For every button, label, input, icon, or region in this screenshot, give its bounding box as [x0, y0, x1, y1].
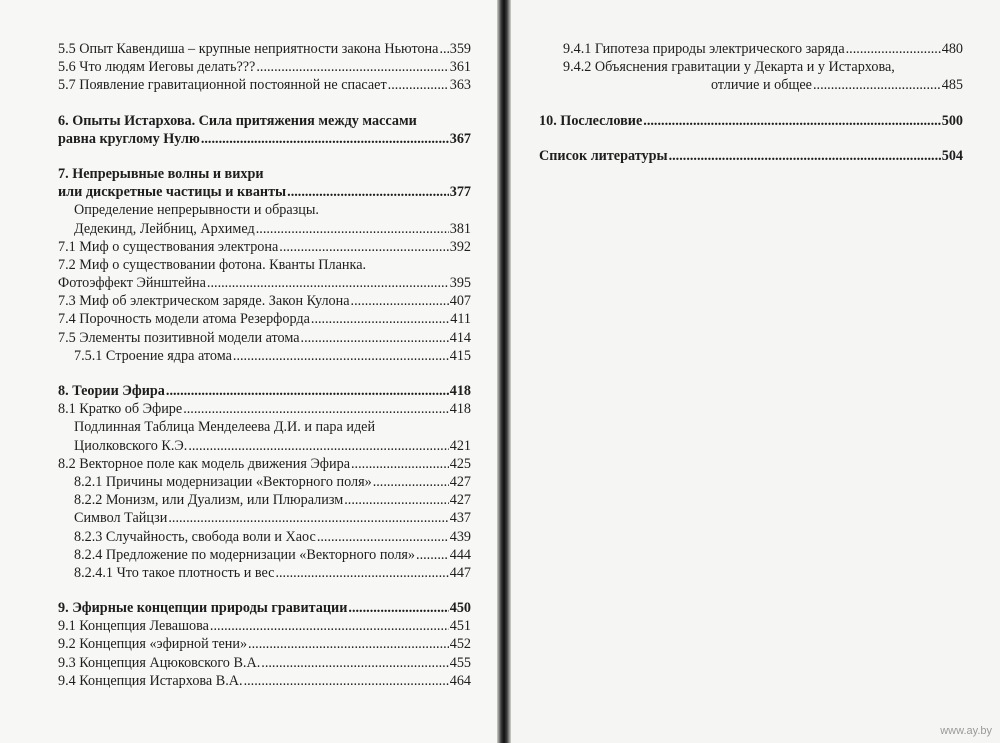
section-spacer: [58, 148, 471, 165]
toc-entry-text: Определение непрерывности и образцы.: [74, 202, 319, 219]
toc-entry: [58, 491, 471, 509]
watermark: www.ay.by: [940, 725, 992, 737]
toc-page-number: 414: [449, 329, 471, 346]
toc-entry: [58, 382, 471, 400]
toc-entry-title: 8.2.1 Причины модернизации «Векторного поля»: [74, 473, 372, 490]
toc-entry: [58, 58, 471, 76]
toc-page-number: 451: [449, 618, 471, 635]
toc-page-number: 363: [449, 77, 471, 94]
toc-page-number: 418: [449, 401, 471, 418]
toc-entry-title: 9.4 Концепция Истархова В.А.: [58, 672, 243, 689]
toc-entry: [58, 546, 471, 564]
toc-page-number: 447: [449, 564, 471, 581]
toc-entry-title: Дедекинд, Лейбниц, Архимед: [74, 220, 255, 237]
toc-page-number: 407: [449, 293, 471, 310]
dot-leader: [166, 382, 449, 400]
toc-page-number: 381: [449, 220, 471, 237]
toc-page-number: 395: [449, 275, 471, 292]
dot-leader: [813, 76, 941, 94]
dot-leader: [248, 635, 449, 653]
dot-leader: [207, 274, 449, 292]
toc-entry-title: или дискретные частицы и кванты: [58, 184, 287, 201]
section-spacer: [58, 365, 471, 382]
dot-leader: [348, 599, 448, 617]
toc-entry-title: 8.2 Векторное поле как модель движения Эфира: [58, 455, 350, 472]
toc-entry-text: 7. Непрерывные волны и вихри: [58, 165, 264, 182]
toc-entry-text: Подлинная Таблица Менделеева Д.И. и пара идей: [74, 419, 376, 436]
toc-entry-title: 7.5 Элементы позитивной модели атома: [58, 329, 300, 346]
toc-page-number: 450: [449, 600, 471, 617]
toc-page-number: 485: [941, 77, 963, 94]
toc-page-number: 464: [449, 672, 471, 689]
toc-entry: [58, 183, 471, 201]
toc-entry: [58, 310, 471, 328]
toc-entry: [58, 455, 471, 473]
toc-entry: [58, 672, 471, 690]
dot-leader: [201, 130, 449, 148]
dot-leader: [669, 147, 941, 165]
toc-entry-title: 8.1 Кратко об Эфире: [58, 401, 183, 418]
toc-entry: [58, 473, 471, 491]
toc-entry-text: 9.4.2 Объяснения гравитации у Декарта и у Истархова,: [563, 59, 895, 76]
dot-leader: [168, 509, 448, 527]
toc-entry: [539, 147, 963, 165]
toc-page-number: 421: [449, 437, 471, 454]
dot-leader: [439, 40, 448, 58]
toc-entry: [58, 528, 471, 546]
toc-entry: [58, 617, 471, 635]
toc-entry-title: 10. Послесловие: [539, 112, 643, 129]
dot-leader: [317, 528, 449, 546]
toc-entry: [58, 400, 471, 418]
toc-page-number: 418: [449, 383, 471, 399]
toc-entry: [539, 76, 963, 94]
dot-leader: [643, 112, 940, 130]
dot-leader: [279, 238, 448, 256]
toc-entry: [58, 347, 471, 365]
toc-entry: [58, 40, 471, 58]
section-spacer: [58, 95, 471, 112]
dot-leader: [183, 400, 449, 418]
dot-leader: [256, 58, 448, 76]
toc-entry: [58, 76, 471, 94]
toc-page-number: 427: [449, 492, 471, 509]
dot-leader: [244, 672, 449, 690]
toc-entry: [58, 329, 471, 347]
toc-page-number: 452: [449, 636, 471, 653]
section-spacer: [58, 582, 471, 599]
toc-page-number: 504: [941, 147, 963, 164]
toc-entry: [58, 509, 471, 527]
toc-page-number: 367: [449, 130, 471, 147]
toc-entry-title: Список литературы: [539, 147, 668, 164]
toc-page-number: 439: [449, 528, 471, 545]
dot-leader: [256, 220, 449, 238]
toc-entry-title: 8. Теории Эфира: [58, 383, 165, 399]
toc-page-number: 425: [449, 455, 471, 472]
toc-page-number: 361: [449, 59, 471, 76]
toc-page-number: 500: [941, 112, 963, 129]
toc-entry: [58, 599, 471, 617]
dot-leader: [301, 329, 449, 347]
toc-entry-title: 9. Эфирные концепции природы гравитации: [58, 600, 348, 617]
dot-leader: [261, 654, 448, 672]
toc-entry-title: Фотоэффект Эйнштейна: [58, 275, 206, 292]
dot-leader: [344, 491, 449, 509]
toc-entry: [58, 437, 471, 455]
toc-entry: [539, 40, 963, 58]
toc-entry-title: 8.2.3 Случайность, свобода воли и Хаос: [74, 528, 316, 545]
toc-entry-title: 5.5 Опыт Кавендиша – крупные неприятности закона Ньютона: [58, 41, 439, 57]
toc-page-number: 455: [449, 654, 471, 671]
toc-entry-title: 8.2.2 Монизм, или Дуализм, или Плюрализм: [74, 492, 344, 509]
dot-leader: [188, 437, 448, 455]
toc-page-number: 437: [449, 510, 471, 527]
dot-leader: [210, 617, 449, 635]
dot-leader: [233, 347, 449, 365]
toc-entry-title: 8.2.4 Предложение по модернизации «Векторного поля»: [74, 546, 416, 563]
toc-page-number: 377: [449, 184, 471, 201]
book-gutter: [497, 0, 511, 743]
section-spacer: [539, 130, 963, 147]
dot-leader: [275, 564, 448, 582]
toc-entry-title: отличие и общее: [711, 77, 812, 94]
toc-entry: [58, 130, 471, 148]
dot-leader: [351, 292, 449, 310]
dot-leader: [351, 455, 449, 473]
toc-page-number: 411: [450, 311, 471, 328]
toc-entry-title: 7.1 Миф о существования электрона: [58, 238, 279, 255]
toc-entry-title: равна круглому Нулю: [58, 130, 200, 147]
toc-page-number: 480: [941, 41, 963, 57]
toc-page-number: 427: [449, 473, 471, 490]
toc-entry-title: 7.5.1 Строение ядра атома: [74, 347, 232, 364]
toc-entry: [58, 274, 471, 292]
toc-entry-title: 8.2.4.1 Что такое плотность и вес: [74, 564, 275, 581]
toc-entry-title: 5.7 Появление гравитационной постоянной не спасает: [58, 77, 387, 94]
toc-entry: [58, 220, 471, 238]
toc-entry-title: 7.3 Миф об электрическом заряде. Закон Кулона: [58, 293, 350, 310]
toc-entry: [58, 292, 471, 310]
dot-leader: [846, 40, 941, 58]
toc-entry-text: 7.2 Миф о существовании фотона. Кванты Планка.: [58, 256, 367, 273]
toc-page-number: 392: [449, 238, 471, 255]
toc-entry-title: 9.2 Концепция «эфирной тени»: [58, 636, 248, 653]
toc-entry-title: 9.4.1 Гипотеза природы электрического заряда: [563, 41, 845, 57]
toc-entry: [58, 564, 471, 582]
toc-page-number: 444: [449, 546, 471, 563]
toc-entry-title: 5.6 Что людям Иеговы делать???: [58, 59, 256, 76]
toc-entry: [58, 238, 471, 256]
left-page: [0, 0, 497, 743]
toc-entry: [58, 654, 471, 672]
toc-entry-title: 9.3 Концепция Ацюковского В.А.: [58, 654, 261, 671]
dot-leader: [416, 546, 449, 564]
toc-page-number: 415: [449, 347, 471, 364]
toc-entry-title: Символ Тайцзи: [74, 510, 168, 527]
right-page: [511, 0, 1000, 743]
right-toc-column: [539, 40, 963, 165]
toc-entry-title: 9.1 Концепция Левашова: [58, 618, 209, 635]
toc-entry-title: Циолковского К.Э.: [74, 437, 188, 454]
dot-leader: [311, 310, 449, 328]
toc-entry-title: 7.4 Порочность модели атома Резерфорда: [58, 311, 310, 328]
toc-entry: [58, 635, 471, 653]
left-toc-column: [58, 40, 471, 690]
toc-entry: [539, 112, 963, 130]
dot-leader: [388, 76, 449, 94]
section-spacer: [539, 95, 963, 112]
toc-entry-text: 6. Опыты Истархова. Сила притяжения между массами: [58, 112, 417, 129]
dot-leader: [373, 473, 449, 491]
toc-page-number: 359: [449, 41, 471, 57]
dot-leader: [287, 183, 449, 201]
